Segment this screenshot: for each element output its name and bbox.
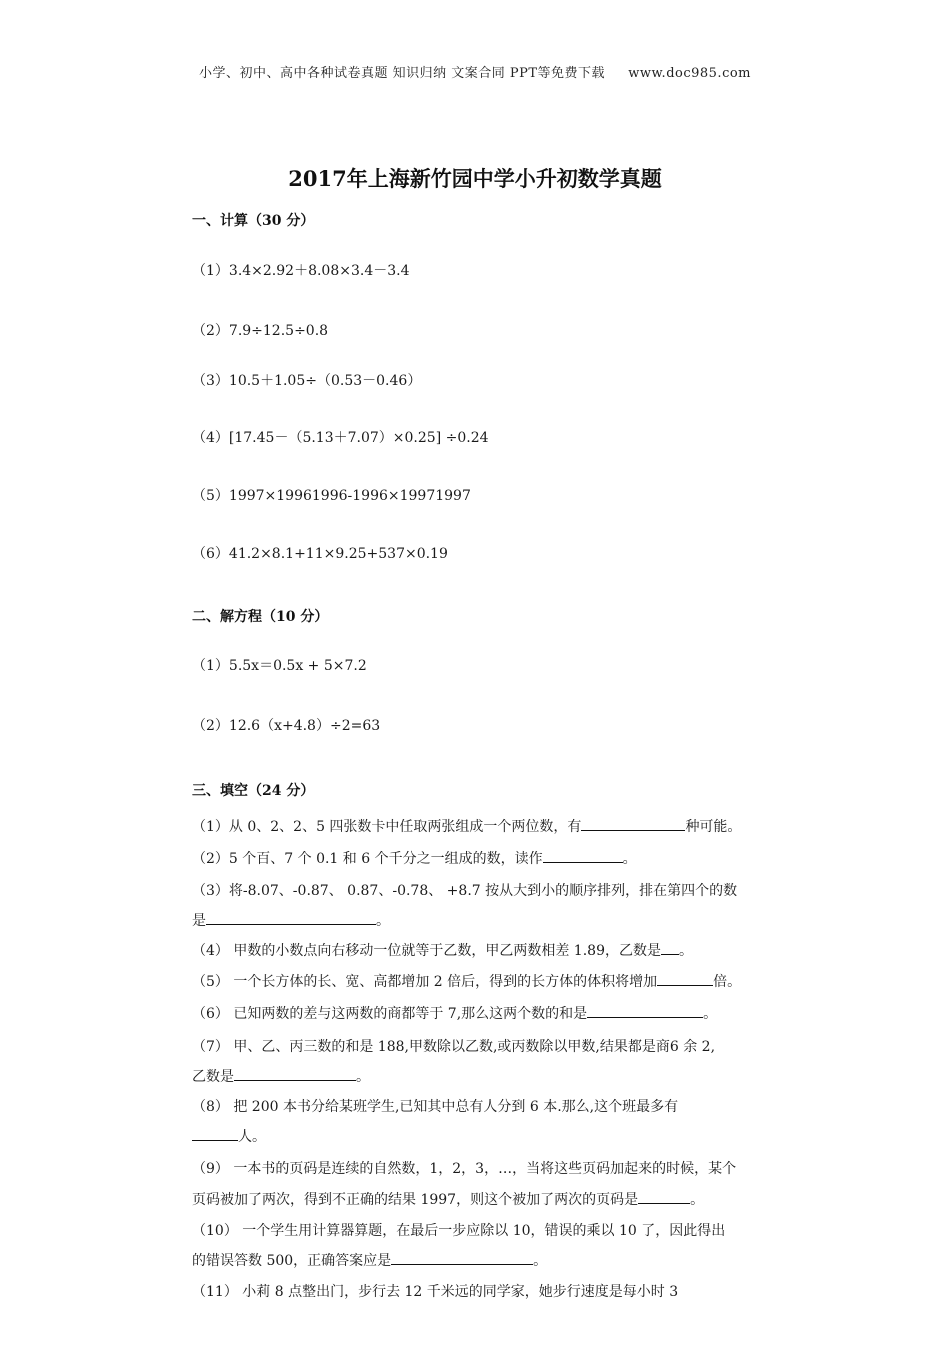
answer-blank[interactable]: [391, 1250, 533, 1265]
fill-q7-line2: 乙数是 。: [192, 1066, 370, 1086]
fill-q2: （2）5 个百、7 个 0.1 和 6 个千分之一组成的数，读作 。: [192, 848, 637, 868]
answer-blank[interactable]: [661, 940, 679, 955]
fill-q9-line2: 页码被加了两次，得到不正确的结果 1997，则这个被加了两次的页码是 。: [192, 1189, 704, 1209]
fill-q4: （4） 甲数的小数点向右移动一位就等于乙数，甲乙两数相差 1.89，乙数是 。: [192, 940, 693, 960]
answer-blank[interactable]: [206, 910, 376, 925]
fill-q7-line1: （7） 甲、乙、丙三数的和是 188,甲数除以乙数,或丙数除以甲数,结果都是商6 余 2,: [192, 1039, 716, 1055]
calc-item-4: （4）[17.45－（5.13＋7.07）×0.25] ÷0.24: [192, 430, 489, 446]
fill-q10-line2: 的错误答数 500，正确答案应是 。: [192, 1250, 547, 1270]
fill-q1: （1）从 0、2、2、5 四张数卡中任取两张组成一个两位数，有 种可能。: [192, 816, 741, 836]
fill-q6: （6） 已知两数的差与这两数的商都等于 7,那么这两个数的和是 。: [192, 1003, 717, 1023]
section-heading-calc: 一、计算（30 分）: [192, 213, 315, 229]
page-header: [0, 62, 950, 81]
fill-q3-line2: 是 。: [192, 910, 390, 930]
fill-q9-line1: （9） 一本书的页码是连续的自然数，1，2，3，…，当将这些页码加起来的时候，某个: [192, 1161, 737, 1177]
calc-item-5: （5）1997×19961996-1996×19971997: [192, 488, 471, 504]
calc-item-3: （3）10.5＋1.05÷（0.53－0.46）: [192, 373, 422, 389]
fill-q8-line2: 人。: [192, 1126, 266, 1146]
answer-blank[interactable]: [638, 1189, 690, 1204]
fill-q5: （5） 一个长方体的长、宽、高都增加 2 倍后，得到的长方体的体积将增加 倍。: [192, 971, 741, 991]
page-title: 2017年上海新竹园中学小升初数学真题: [288, 166, 662, 191]
header-url[interactable]: www.doc985.com: [628, 66, 751, 81]
fill-q11-line1: （11） 小莉 8 点整出门，步行去 12 千米远的同学家，她步行速度是每小时 3: [192, 1284, 679, 1300]
fill-q8-line1: （8） 把 200 本书分给某班学生,已知其中总有人分到 6 本.那么,这个班最多有: [192, 1099, 679, 1115]
answer-blank[interactable]: [234, 1066, 356, 1081]
calc-item-2: （2）7.9÷12.5÷0.8: [192, 323, 329, 339]
header-text: 小学、初中、高中各种试卷真题 知识归纳 文案合同 PPT等免费下载: [198, 66, 606, 81]
fill-q3-line1: （3）将-8.07、-0.87、 0.87、-0.78、 +8.7 按从大到小的顺序排列，排在第四个的数: [192, 883, 738, 899]
answer-blank[interactable]: [192, 1126, 238, 1141]
answer-blank[interactable]: [657, 971, 713, 986]
calc-item-1: （1）3.4×2.92＋8.08×3.4－3.4: [192, 263, 410, 279]
answer-blank[interactable]: [543, 848, 623, 863]
answer-blank[interactable]: [587, 1003, 703, 1018]
equation-item-2: （2）12.6（x+4.8）÷2=63: [192, 718, 381, 734]
section-heading-fill: 三、填空（24 分）: [192, 783, 315, 799]
equation-item-1: （1）5.5x＝0.5x + 5×7.2: [192, 658, 367, 674]
calc-item-6: （6）41.2×8.1+11×9.25+537×0.19: [192, 546, 448, 562]
answer-blank[interactable]: [581, 816, 685, 831]
fill-q10-line1: （10） 一个学生用计算器算题，在最后一步应除以 10，错误的乘以 10 了，因此得出: [192, 1223, 726, 1239]
section-heading-equation: 二、解方程（10 分）: [192, 609, 329, 625]
